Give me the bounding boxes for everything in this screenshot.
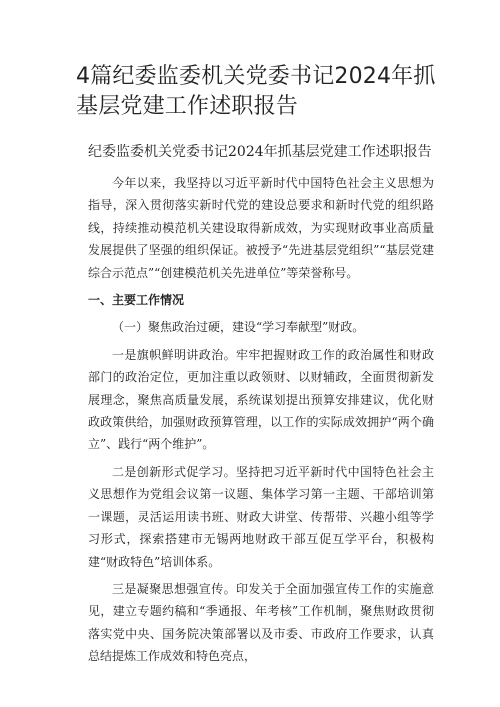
paragraph-politics: 一是旗帜鲜明讲政治。牢牢把握财政工作的政治属性和财政部门的政治定位，更加注重以政领财、以财辅政，全面贯彻新发展理念，聚焦高质量发展，系统谋划提出预算安排建议，优化财政政策供给，加强财政预算管理，以工作的实际成效拥护“两个确立”、践行“两个维护”。 <box>88 347 434 452</box>
paragraph-learning: 二是创新形式促学习。坚持把习近平新时代中国特色社会主义思想作为党组会议第一议题、集体学习第一主题、干部培训第一课题，灵活运用读书班、财政大讲堂、传帮带、兴趣小组等学习形式，探索搭建市无锡两地财政干部互促互学平台，积极构建“财政特色”培训体系。 <box>88 464 434 569</box>
report-title: 纪委监委机关党委书记2024年抓基层党建工作述职报告 <box>88 144 432 160</box>
intro-paragraph: 今年以来，我坚持以习近平新时代中国特色社会主义思想为指导，深入贯彻落实新时代党的建设总要求和新时代党的组织路线，持续推动模范机关建设取得新成效，为实现财政事业高质量发展提供了坚强的组织保证。被授予“先进基层党组织”“基层党建综合示范点”“创建模范机关先进单位”等荣誉称号。 <box>88 176 434 280</box>
report-body <box>88 172 434 673</box>
document-title: 4篇纪委监委机关党委书记2024年抓基层党建工作述职报告 <box>76 64 436 119</box>
section-heading: 一、主要工作情况 <box>88 293 185 308</box>
subsection-heading: （一）聚焦政治过硬，建设“学习奉献型”财政。 <box>112 320 365 335</box>
paragraph-publicity: 三是凝聚思想强宣传。印发关于全面加强宣传工作的实施意见，建立专题约稿和“季通报、年考核”工作机制，聚焦财政贯彻落实党中央、国务院决策部署以及市委、市政府工作要求，认真总结提炼工作成效和特色亮点， <box>88 581 434 664</box>
